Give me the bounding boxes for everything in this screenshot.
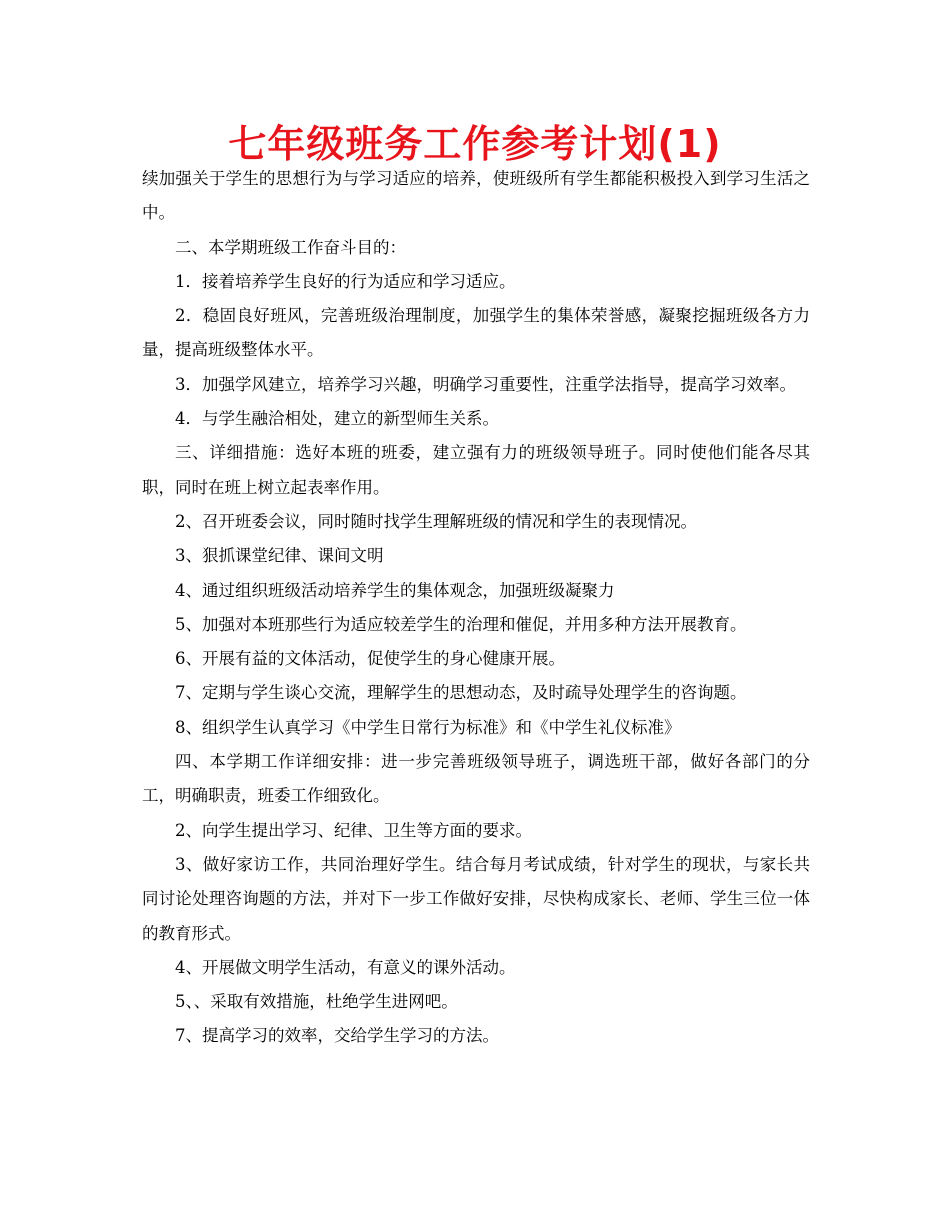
paragraph-0: 续加强关于学生的思想行为与学习适应的培养，使班级所有学生都能积极投入到学习生活之中。: [142, 169, 810, 223]
paragraph-15: 2、向学生提出学习、纪律、卫生等方面的要求。: [175, 820, 532, 840]
paragraph-6: 三、详细措施：选好本班的班委，建立强有力的班级领导班子。同时使他们能各尽其职，同时在班上树立起表率作用。: [142, 443, 810, 497]
paragraph-5: 4．与学生融洽相处，建立的新型师生关系。: [175, 409, 499, 429]
paragraph-8: 3、狠抓课堂纪律、课间文明: [175, 546, 384, 566]
paragraph-16: 3、做好家访工作，共同治理好学生。结合每月考试成绩，针对学生的现状，与家长共同讨论处理咨询题的方法，并对下一步工作做好安排，尽快构成家长、老师、学生三位一体的教育形式。: [142, 854, 810, 943]
paragraph-4: 3．加强学风建立，培养学习兴趣，明确学习重要性，注重学法指导，提高学习效率。: [175, 374, 796, 394]
paragraph-2: 1．接着培养学生良好的行为适应和学习适应。: [175, 271, 516, 291]
paragraph-14: 四、本学期工作详细安排：进一步完善班级领导班子，调选班干部，做好各部门的分工，明确职责，班委工作细致化。: [142, 752, 810, 806]
paragraph-18: 5、、采取有效措施，杜绝学生进网吧。: [175, 992, 458, 1012]
paragraph-13: 8、组织学生认真学习《中学生日常行为标准》和《中学生礼仪标准》: [175, 717, 681, 737]
paragraph-17: 4、开展做文明学生活动，有意义的课外活动。: [175, 957, 516, 977]
paragraph-7: 2、召开班委会议，同时随时找学生理解班级的情况和学生的表现情况。: [175, 511, 697, 531]
paragraph-9: 4、通过组织班级活动培养学生的集体观念，加强班级凝聚力: [175, 580, 615, 600]
paragraph-11: 6、开展有益的文体活动，促使学生的身心健康开展。: [175, 649, 565, 669]
paragraph-19: 7、提高学习的效率，交给学生学习的方法。: [175, 1026, 499, 1046]
paragraph-1: 二、本学期班级工作奋斗目的：: [175, 237, 406, 257]
paragraph-10: 5、加强对本班那些行为适应较差学生的治理和催促，并用多种方法开展教育。: [175, 614, 747, 634]
document-title: 七年级班务工作参考计划(1): [228, 122, 722, 166]
document-body: [142, 162, 810, 1054]
paragraph-3: 2．稳固良好班风，完善班级治理制度，加强学生的集体荣誉感，凝聚挖掘班级各方力量，提高班级整体水平。: [142, 306, 810, 360]
paragraph-12: 7、定期与学生谈心交流，理解学生的思想动态，及时疏导处理学生的咨询题。: [175, 683, 747, 703]
